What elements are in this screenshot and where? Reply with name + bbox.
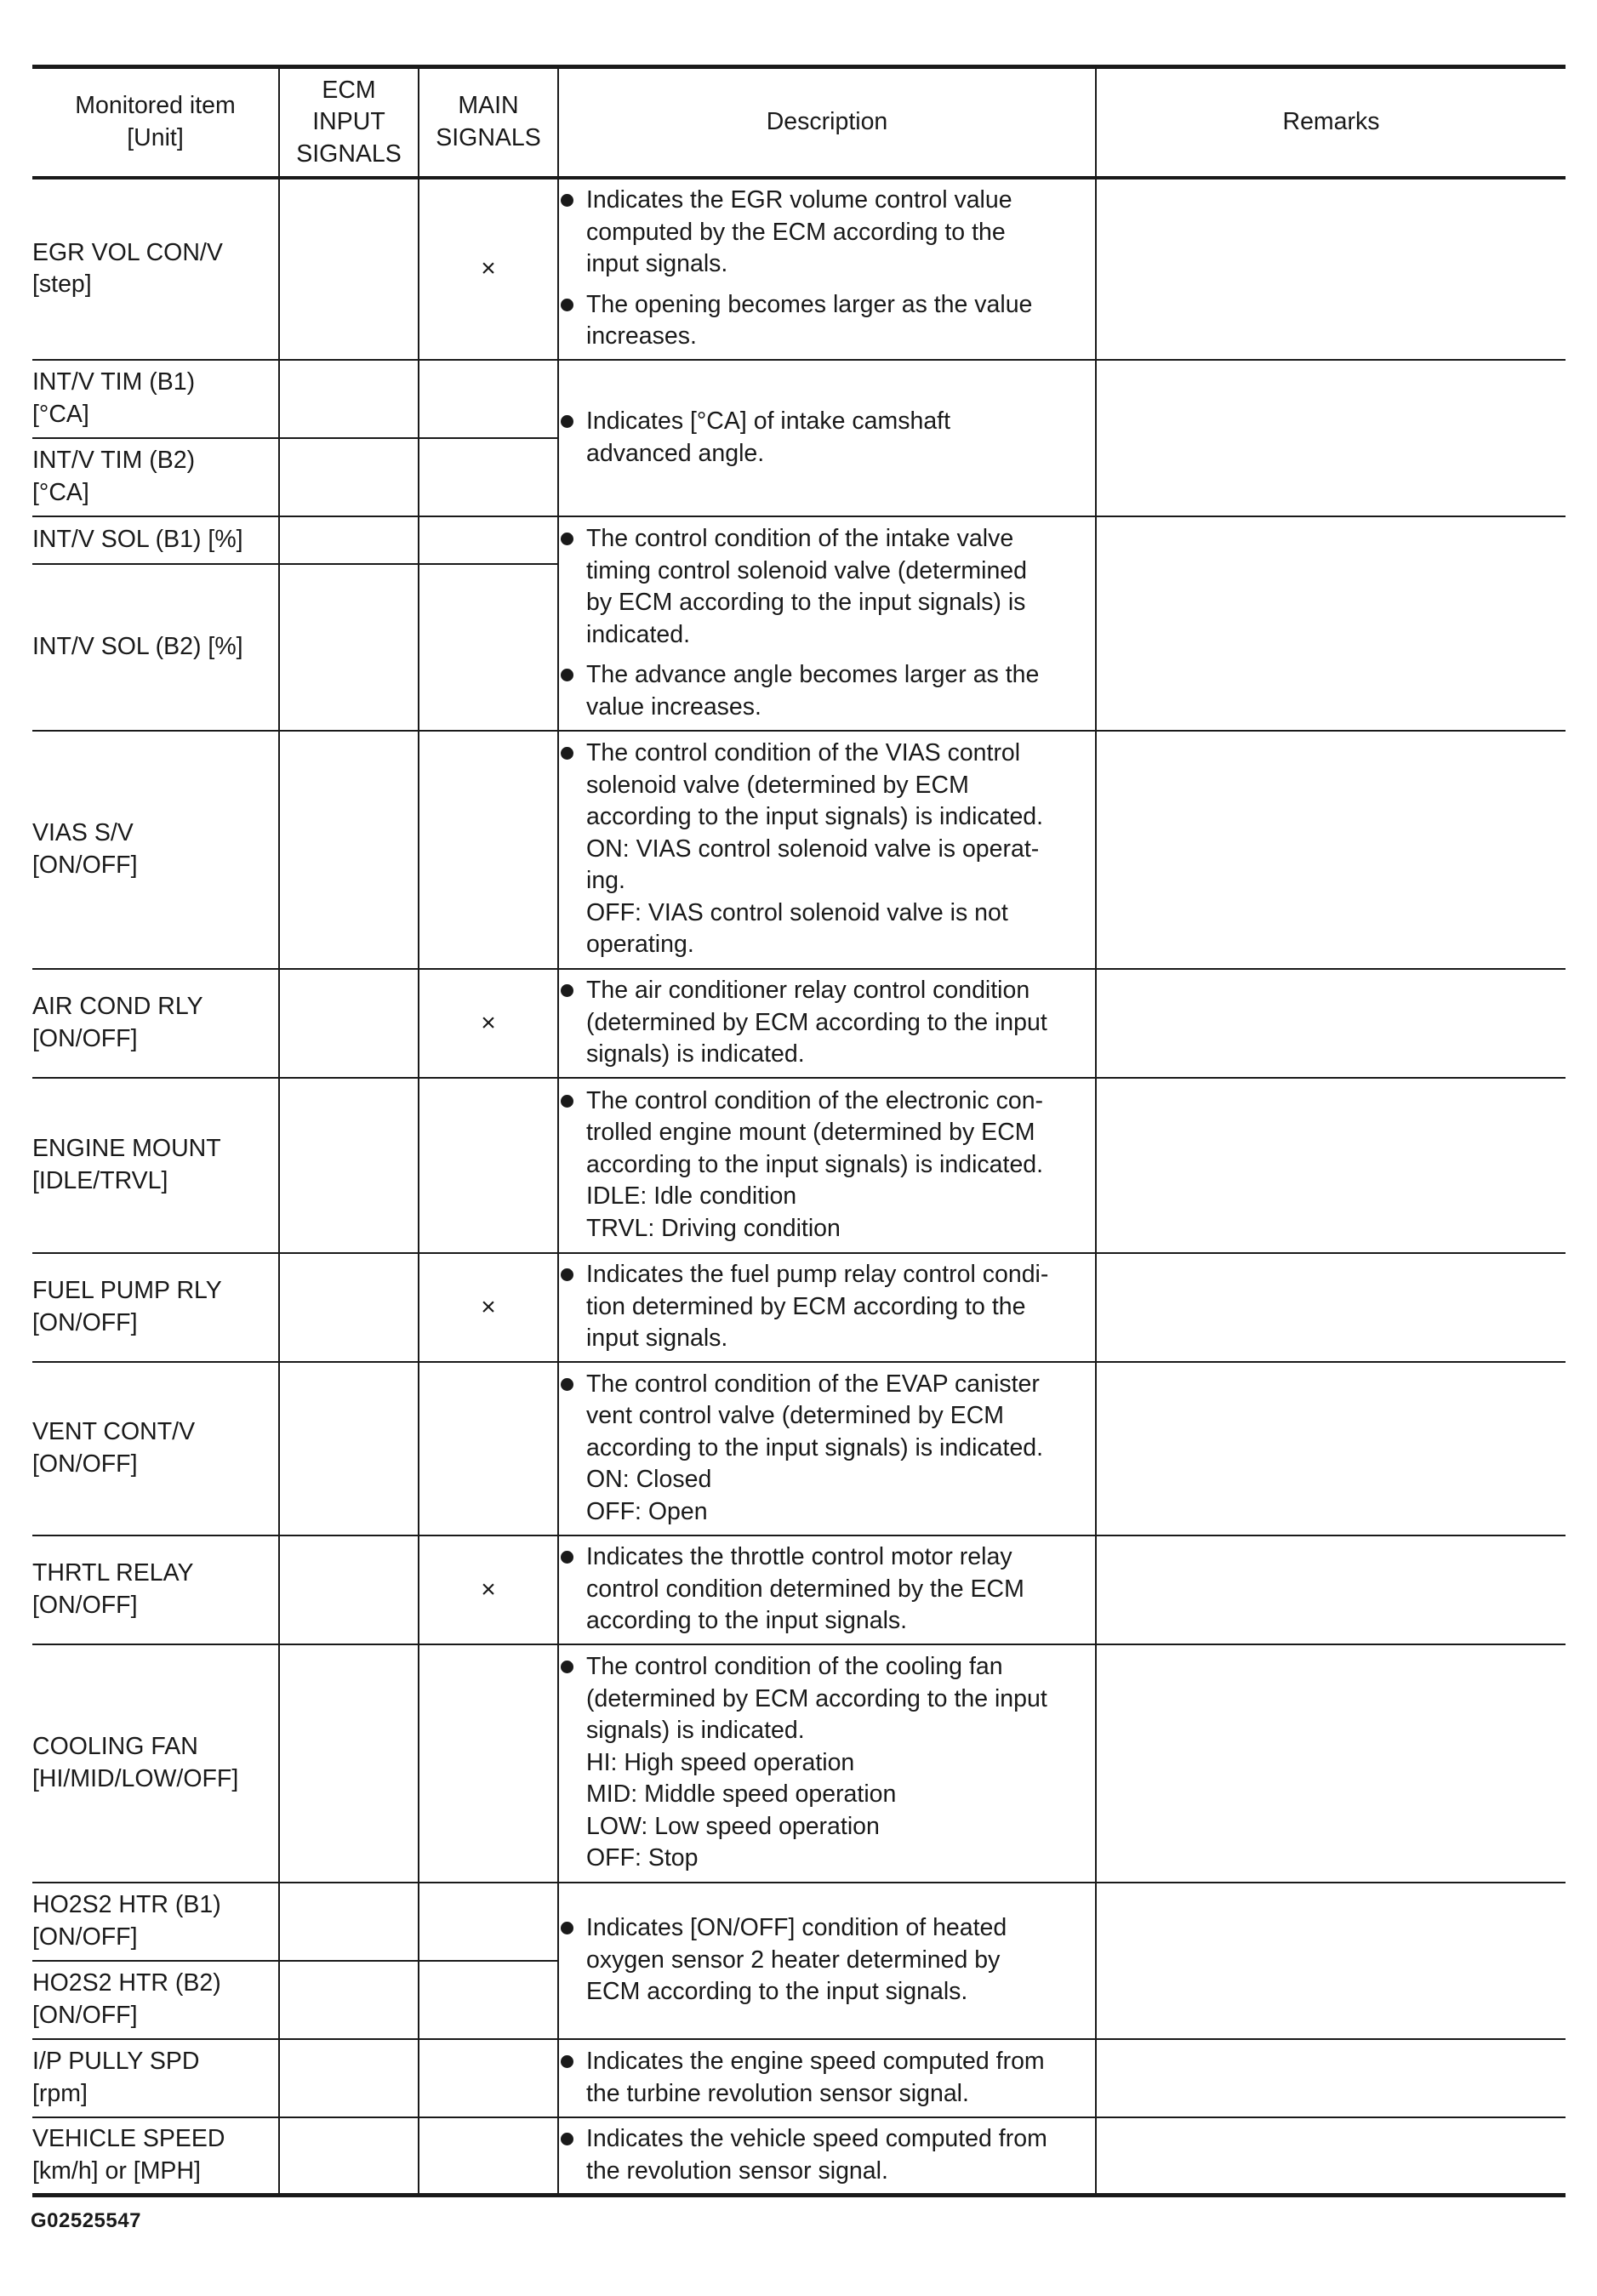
remarks-cell bbox=[1096, 2039, 1566, 2117]
table-row bbox=[32, 2117, 1566, 2196]
description-bullet: Indicates the vehicle speed computed from the revolution sensor signal. bbox=[559, 2123, 1095, 2187]
description-bullet: The control condition of the VIAS control solenoid valve (determined by ECM according to the input signals) is indicated. ON: VIAS control solenoid valve is operat- ing. OFF: VIAS control solenoid valve is not operating. bbox=[559, 738, 1095, 961]
remarks-cell bbox=[1096, 1644, 1566, 1883]
bullet-dot-icon bbox=[561, 1095, 573, 1108]
monitored-item-name: COOLING FAN [HI/MID/LOW/OFF] bbox=[32, 1733, 239, 1792]
ecm-input-signal-cell bbox=[279, 360, 419, 438]
header-description: Description bbox=[558, 67, 1096, 178]
monitored-item-name: VEHICLE SPEED [km/h] or [MPH] bbox=[32, 2125, 225, 2185]
bullet-dot-icon bbox=[561, 1268, 573, 1281]
monitored-item-name: INT/V TIM (B1) [°CA] bbox=[32, 368, 196, 428]
description-cell bbox=[558, 1362, 1096, 1535]
description-bullet: The control condition of the cooling fan (determined by ECM according to the input signals) is indicated. HI: High speed operation MID: Middle speed operation LOW: Low speed operation OFF: Stop bbox=[559, 1651, 1095, 1875]
remarks-cell bbox=[1096, 516, 1566, 731]
bullet-dot-icon bbox=[561, 1661, 573, 1673]
description-bullet: The control condition of the electronic con- trolled engine mount (determined by ECM according to the input signals) is indicated. IDLE: Idle condition TRVL: Driving condition bbox=[559, 1085, 1095, 1245]
table-row bbox=[32, 1644, 1566, 1883]
monitored-item-cell bbox=[32, 516, 279, 564]
description-cell bbox=[558, 2039, 1096, 2117]
ecm-input-signal-cell bbox=[279, 2117, 419, 2196]
description-cell bbox=[558, 2117, 1096, 2196]
description-cell bbox=[558, 731, 1096, 969]
description-cell bbox=[558, 360, 1096, 516]
bullet-dot-icon bbox=[561, 299, 573, 311]
table-row bbox=[32, 969, 1566, 1078]
bullet-dot-icon bbox=[561, 1551, 573, 1564]
monitored-item-name: ENGINE MOUNT [IDLE/TRVL] bbox=[32, 1135, 221, 1194]
monitored-item-name: INT/V TIM (B2) [°CA] bbox=[32, 447, 196, 506]
ecm-input-signal-cell bbox=[279, 731, 419, 969]
header-monitored-item: Monitored item [Unit] bbox=[32, 67, 279, 178]
description-bullet: Indicates the engine speed computed from the turbine revolution sensor signal. bbox=[559, 2046, 1095, 2110]
monitored-item-cell bbox=[32, 564, 279, 731]
ecm-input-signal-cell bbox=[279, 969, 419, 1078]
monitored-item-cell bbox=[32, 1961, 279, 2039]
description-cell bbox=[558, 969, 1096, 1078]
remarks-cell bbox=[1096, 1078, 1566, 1253]
monitored-item-cell bbox=[32, 1644, 279, 1883]
ecm-input-signal-cell bbox=[279, 1253, 419, 1362]
ecm-input-signal-cell bbox=[279, 438, 419, 516]
main-signal-cell bbox=[419, 1961, 558, 2039]
main-signal-mark: × bbox=[419, 969, 558, 1078]
main-signal-cell bbox=[419, 438, 558, 516]
monitored-item-cell bbox=[32, 1078, 279, 1253]
table-row bbox=[32, 1253, 1566, 1362]
monitored-item-name: VIAS S/V [ON/OFF] bbox=[32, 819, 138, 879]
remarks-cell bbox=[1096, 178, 1566, 360]
bullet-dot-icon bbox=[561, 533, 573, 545]
ecm-input-signal-cell bbox=[279, 564, 419, 731]
monitored-item-cell bbox=[32, 438, 279, 516]
monitored-item-cell bbox=[32, 1253, 279, 1362]
header-ecm-input-signals: ECM INPUT SIGNALS bbox=[279, 67, 419, 178]
ecm-input-signal-cell bbox=[279, 1362, 419, 1535]
table-row bbox=[32, 2039, 1566, 2117]
table-row bbox=[32, 1362, 1566, 1535]
description-cell bbox=[558, 1883, 1096, 2039]
remarks-cell bbox=[1096, 731, 1566, 969]
header-remarks: Remarks bbox=[1096, 67, 1566, 178]
main-signal-cell bbox=[419, 360, 558, 438]
description-bullet: The control condition of the intake valve timing control solenoid valve (determined by ECM according to the input signals) is indicated. bbox=[559, 523, 1095, 651]
bullet-dot-icon bbox=[561, 2055, 573, 2068]
monitored-item-cell bbox=[32, 731, 279, 969]
table-row bbox=[32, 178, 1566, 360]
ecm-input-signal-cell bbox=[279, 1535, 419, 1644]
description-bullet: Indicates [ON/OFF] condition of heated oxygen sensor 2 heater determined by ECM according to the input signals. bbox=[559, 1912, 1095, 2008]
description-bullet: The opening becomes larger as the value increases. bbox=[559, 289, 1095, 353]
description-cell bbox=[558, 178, 1096, 360]
main-signal-cell bbox=[419, 1078, 558, 1253]
description-cell bbox=[558, 1253, 1096, 1362]
ecm-input-signal-cell bbox=[279, 178, 419, 360]
monitored-item-cell bbox=[32, 360, 279, 438]
monitored-item-name: HO2S2 HTR (B1) [ON/OFF] bbox=[32, 1891, 221, 1951]
bullet-dot-icon bbox=[561, 1922, 573, 1934]
ecm-input-signal-cell bbox=[279, 1078, 419, 1253]
description-bullet: The control condition of the EVAP canister vent control valve (determined by ECM according to the input signals) is indicated. ON: Closed OFF: Open bbox=[559, 1369, 1095, 1529]
figure-id-label: G02525547 bbox=[31, 2209, 141, 2232]
monitored-item-name: VENT CONT/V [ON/OFF] bbox=[32, 1418, 196, 1478]
description-bullet: The advance angle becomes larger as the value increases. bbox=[559, 659, 1095, 723]
main-signal-cell bbox=[419, 1644, 558, 1883]
monitored-item-name: THRTL RELAY [ON/OFF] bbox=[32, 1559, 194, 1619]
monitored-item-cell bbox=[32, 178, 279, 360]
table-row bbox=[32, 1078, 1566, 1253]
monitored-item-cell bbox=[32, 1362, 279, 1535]
ecm-input-signal-cell bbox=[279, 2039, 419, 2117]
monitored-item-name: FUEL PUMP RLY [ON/OFF] bbox=[32, 1277, 222, 1336]
description-cell bbox=[558, 1535, 1096, 1644]
monitored-item-cell bbox=[32, 1883, 279, 1961]
remarks-cell bbox=[1096, 1362, 1566, 1535]
monitored-item-name: EGR VOL CON/V [step] bbox=[32, 238, 223, 298]
monitored-item-cell bbox=[32, 2039, 279, 2117]
main-signal-mark: × bbox=[419, 178, 558, 360]
monitored-item-name: INT/V SOL (B2) [%] bbox=[32, 632, 243, 660]
description-bullet: Indicates [°CA] of intake camshaft advanced angle. bbox=[559, 406, 1095, 470]
remarks-cell bbox=[1096, 2117, 1566, 2196]
monitored-item-cell bbox=[32, 1535, 279, 1644]
bullet-dot-icon bbox=[561, 984, 573, 997]
main-signal-mark: × bbox=[419, 1535, 558, 1644]
bullet-dot-icon bbox=[561, 1378, 573, 1391]
table-body bbox=[32, 178, 1566, 2196]
main-signal-cell bbox=[419, 1883, 558, 1961]
table-row bbox=[32, 360, 1566, 438]
bullet-dot-icon bbox=[561, 2133, 573, 2145]
table-row bbox=[32, 516, 1566, 564]
table-header bbox=[32, 67, 1566, 178]
description-bullet: Indicates the throttle control motor relay control condition determined by the ECM according to the input signals. bbox=[559, 1541, 1095, 1638]
main-signal-cell bbox=[419, 2117, 558, 2196]
ecm-input-signal-cell bbox=[279, 1961, 419, 2039]
ecm-input-signal-cell bbox=[279, 516, 419, 564]
table-row bbox=[32, 1883, 1566, 1961]
monitored-item-cell bbox=[32, 2117, 279, 2196]
main-signal-cell bbox=[419, 564, 558, 731]
monitored-item-name: HO2S2 HTR (B2) [ON/OFF] bbox=[32, 1969, 221, 2029]
bullet-dot-icon bbox=[561, 747, 573, 760]
monitored-item-cell bbox=[32, 969, 279, 1078]
table-row bbox=[32, 731, 1566, 969]
description-bullet: The air conditioner relay control condition (determined by ECM according to the input signals) is indicated. bbox=[559, 975, 1095, 1071]
monitored-items-table bbox=[32, 65, 1566, 2197]
bullet-dot-icon bbox=[561, 669, 573, 681]
remarks-cell bbox=[1096, 1883, 1566, 2039]
main-signal-cell bbox=[419, 516, 558, 564]
description-cell bbox=[558, 1644, 1096, 1883]
ecm-input-signal-cell bbox=[279, 1883, 419, 1961]
description-bullet: Indicates the fuel pump relay control condi- tion determined by ECM according to the input signals. bbox=[559, 1259, 1095, 1355]
description-bullet: Indicates the EGR volume control value computed by the ECM according to the input signals. bbox=[559, 185, 1095, 281]
remarks-cell bbox=[1096, 969, 1566, 1078]
remarks-cell bbox=[1096, 1535, 1566, 1644]
bullet-dot-icon bbox=[561, 194, 573, 207]
main-signal-mark: × bbox=[419, 1253, 558, 1362]
main-signal-cell bbox=[419, 1362, 558, 1535]
monitored-item-name: AIR COND RLY [ON/OFF] bbox=[32, 993, 203, 1052]
remarks-cell bbox=[1096, 360, 1566, 516]
description-cell bbox=[558, 1078, 1096, 1253]
bullet-dot-icon bbox=[561, 415, 573, 428]
main-signal-cell bbox=[419, 2039, 558, 2117]
ecm-input-signal-cell bbox=[279, 1644, 419, 1883]
monitored-item-name: I/P PULLY SPD [rpm] bbox=[32, 2048, 200, 2107]
remarks-cell bbox=[1096, 1253, 1566, 1362]
description-cell bbox=[558, 516, 1096, 731]
main-signal-cell bbox=[419, 731, 558, 969]
header-main-signals: MAIN SIGNALS bbox=[419, 67, 558, 178]
table-row bbox=[32, 1535, 1566, 1644]
monitored-item-name: INT/V SOL (B1) [%] bbox=[32, 525, 243, 553]
